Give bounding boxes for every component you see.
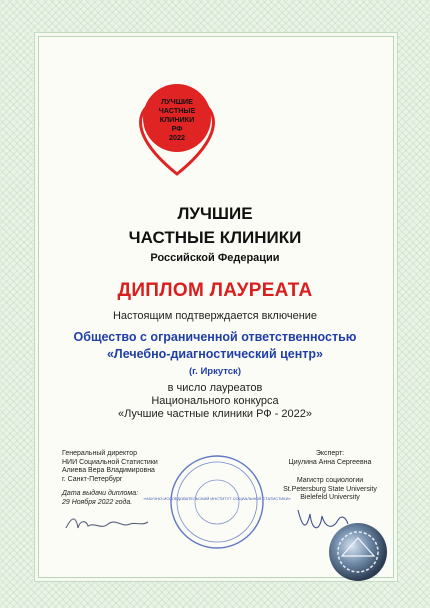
logo-line-2: ЧАСТНЫЕ: [158, 106, 196, 115]
diploma-title: ДИПЛОМ ЛАУРЕАТА: [117, 280, 313, 301]
logo-line-4: РФ: [171, 124, 183, 133]
issue-date-label: Дата выдачи диплома:: [62, 490, 139, 497]
seal-text: «НАУЧНО-ИССЛЕДОВАТЕЛЬСКИЙ ИНСТИТУТ СОЦИАЛЬНОЙ СТАТИСТИКИ»: [143, 496, 291, 501]
expert-label: Эксперт:: [315, 450, 345, 457]
expert-university-2: Bielefeld University: [300, 494, 360, 501]
right-signature-block: [270, 450, 390, 503]
expert-name: Циулина Анна Сергеевна: [288, 458, 372, 466]
hologram-sticker: [328, 522, 388, 582]
header-line-2: ЧАСТНЫЕ КЛИНИКИ: [128, 228, 302, 247]
header-line-1: ЛУЧШИЕ: [177, 204, 253, 223]
award-text-2: Национального конкурса: [151, 395, 279, 407]
director-name: Алиева Вера Владимировна: [62, 467, 155, 474]
header-line-3: Российской Федерации: [150, 252, 280, 264]
contest-logo: [137, 78, 217, 188]
org-city: (г. Иркутск): [189, 366, 241, 377]
org-line-2: «Лечебно-диагностический центр»: [106, 347, 324, 361]
logo-line-3: КЛИНИКИ: [159, 115, 195, 124]
expert-degree: Магистр социологии: [296, 477, 364, 484]
director-city: г. Санкт-Петербург: [62, 475, 123, 483]
director-title: Генеральный директор: [62, 450, 138, 457]
director-signature: [62, 510, 152, 536]
logo-line-5: 2022: [169, 133, 185, 142]
confirm-text: Настоящим подтверждается включение: [112, 310, 318, 322]
award-text-1: в число лауреатов: [167, 382, 263, 394]
institute-seal: [143, 452, 291, 552]
issue-date: 29 Ноября 2022 года.: [62, 498, 133, 506]
logo-line-1: ЛУЧШИЕ: [161, 97, 193, 106]
expert-university-1: St.Petersburg State University: [283, 485, 377, 493]
award-text-3: «Лучшие частные клиники РФ - 2022»: [117, 408, 313, 420]
org-line-1: Общество с ограниченной ответственностью: [73, 330, 357, 344]
institute-name: НИИ Социальной Статистики: [62, 458, 158, 466]
